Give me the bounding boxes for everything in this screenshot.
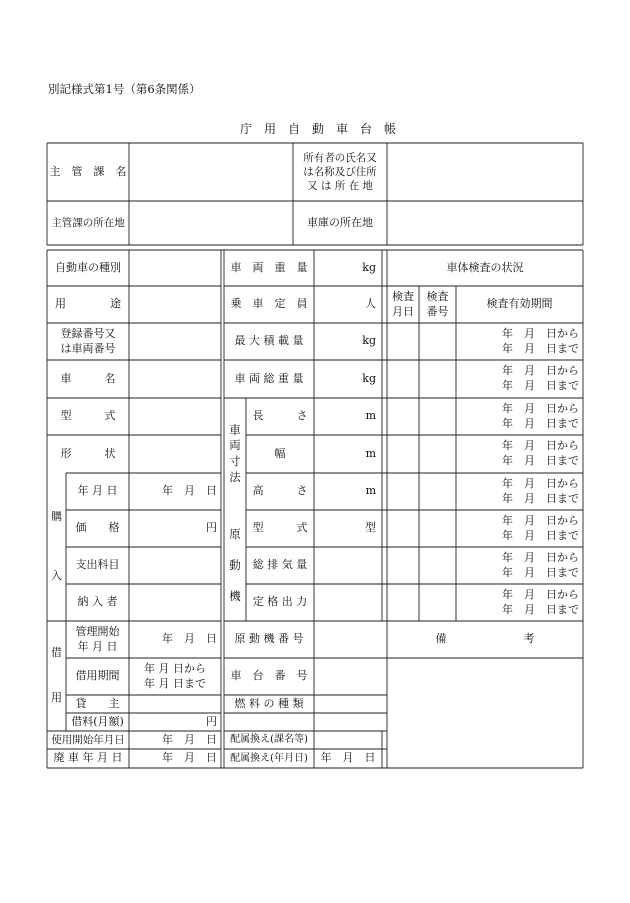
use-start-label: 使用開始年月日 [51,733,125,746]
dept-location-label: 主管課の所在地 [51,216,125,229]
purchase-group-label: 購 入 [51,509,62,583]
fuel-type-label: 燃 料 の 種 類 [234,696,304,710]
lease-period-value: 年 月 日から 年 月 日まで [144,661,206,690]
displacement-label: 総 排 気 量 [252,558,308,572]
model-label: 型 式 [60,409,116,423]
use-start-value: 年 月 日 [162,732,217,746]
use-label: 用 途 [55,297,121,311]
price-unit: 円 [206,521,217,535]
inspection-period-row-3: 年 月 日から 年 月 日まで [502,401,579,430]
capacity-unit: 人 [365,297,376,311]
dimension-group-label: 車 両 寸 法 [229,422,241,484]
lease-fee-unit: 円 [206,714,217,728]
width-label: 幅 [274,446,286,460]
scrap-date-label: 廃 車 年 月 日 [53,751,123,765]
lease-period-label: 借用期間 [75,669,120,683]
vehicle-weight-unit: kg [362,260,376,274]
form-reference: 別記様式第1号（第6条関係） [48,82,201,96]
height-unit: m [365,484,376,498]
garage-label: 車庫の所在地 [307,215,373,229]
engine-model-unit: 型 [365,521,376,535]
capacity-label: 乗 車 定 員 [230,297,308,311]
remarks-label: 備 考 [435,632,535,646]
inspection-period-row-7: 年 月 日から 年 月 日まで [502,550,579,579]
vehicle-name-label: 車 名 [60,371,116,385]
price-label: 価 格 [75,521,120,535]
inspection-date-header: 検査 月日 [392,289,414,318]
inspection-period-row-1: 年 月 日から 年 月 日まで [502,326,579,355]
scrap-date-value: 年 月 日 [162,751,217,765]
height-label: 高 さ [252,484,308,498]
width-unit: m [365,446,376,460]
inspection-period-row-4: 年 月 日から 年 月 日まで [502,438,579,467]
lease-fee-label: 借料(月額) [71,714,124,728]
department-label: 主 管 課 名 [49,164,127,178]
account-label: 支出科目 [75,558,120,572]
mgmt-start-value: 年 月 日 [162,632,217,646]
gross-weight-label: 車 両 総 重 量 [234,371,304,385]
inspection-period-header: 検査有効期間 [486,297,553,311]
vehicle-type-label: 自動車の種別 [55,260,121,274]
engine-model-label: 型 式 [252,521,308,535]
length-label: 長 さ [252,409,308,423]
purchase-date-label: 年 月 日 [77,484,118,498]
mgmt-start-label: 管理開始 年 月 日 [75,624,120,653]
reassign-dept-label: 配属換え(課名等) [230,734,308,746]
owner-label: 所有者の氏名又 は名称及び住所 又 は 所 在 地 [303,151,377,193]
inspection-period-row-5: 年 月 日から 年 月 日まで [502,476,579,505]
engine-number-label: 原 動 機 番 号 [234,632,304,646]
inspection-title: 車体検査の状況 [446,260,524,274]
vehicle-weight-label: 車 両 重 量 [230,260,308,274]
inspection-period-row-8: 年 月 日から 年 月 日まで [502,587,579,616]
lender-label: 貸 主 [75,696,120,710]
page-title: 庁 用 自 動 車 台 帳 [240,122,397,136]
length-unit: m [365,409,376,423]
inspection-period-row-2: 年 月 日から 年 月 日まで [502,363,579,392]
reassign-date-value: 年 月 日 [320,751,376,765]
gross-weight-unit: kg [362,371,376,385]
max-load-label: 最 大 積 載 量 [234,334,304,348]
reassign-date-label: 配属換え(年月日) [230,752,308,764]
supplier-label: 納 入 者 [77,595,118,609]
engine-group-label: 原 動 機 [229,526,241,603]
purchase-date-value: 年 月 日 [162,484,217,498]
lease-group-label: 借 用 [51,646,62,704]
inspection-period-row-6: 年 月 日から 年 月 日まで [502,513,579,542]
chassis-number-label: 車 台 番 号 [230,669,308,683]
max-load-unit: kg [362,334,376,348]
output-label: 定 格 出 力 [252,595,308,609]
shape-label: 形 状 [60,446,116,460]
inspection-number-header: 検査 番号 [426,289,449,318]
registration-number-label: 登録番号又 は車両番号 [60,326,116,355]
